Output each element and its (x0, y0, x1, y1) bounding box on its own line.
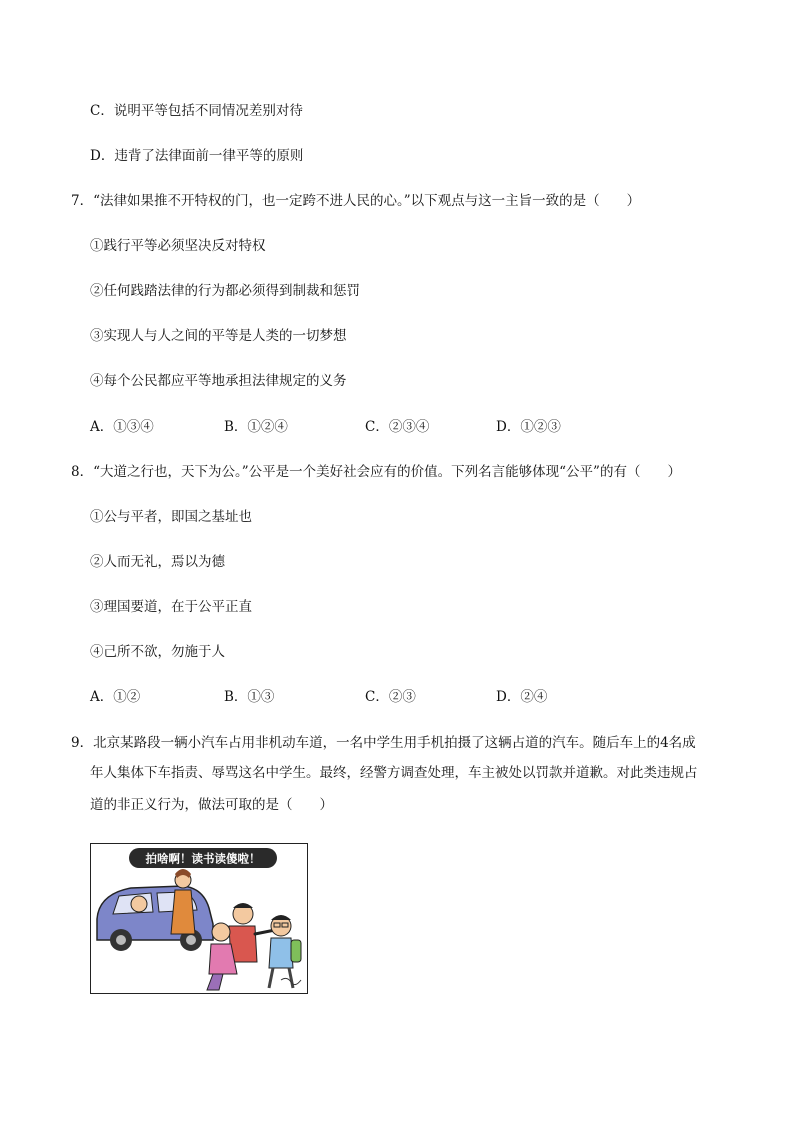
q6-option-c: C．说明平等包括不同情况差别对待 (90, 103, 303, 119)
student-shirt (269, 938, 293, 968)
woman2-head (212, 923, 230, 941)
q7-choice-d[interactable]: D．①②③ (496, 419, 561, 435)
q8-item-4: ④己所不欲，勿施于人 (90, 644, 225, 660)
q9-stem-line-3: 道的非正义行为，做法可取的是（ ） (90, 797, 333, 813)
student-backpack (291, 940, 301, 962)
woman-dress (171, 890, 195, 934)
cartoon-caption: 拍啥啊！读书读傻啦！ (145, 851, 261, 866)
q8-choice-c[interactable]: C．②③ (365, 689, 416, 705)
q7-choice-a[interactable]: A．①③④ (90, 419, 154, 435)
q7-choice-c[interactable]: C．②③④ (365, 419, 430, 435)
q8-item-2: ②人而无礼，焉以为德 (90, 554, 225, 570)
q8-item-1: ①公与平者，即国之基址也 (90, 509, 252, 525)
q8-choice-d[interactable]: D．②④ (496, 689, 548, 705)
q7-item-4: ④每个公民都应平等地承担法律规定的义务 (90, 373, 347, 389)
q8-item-3: ③理国要道，在于公平正直 (90, 599, 252, 615)
q7-stem: 7．“法律如果推不开特权的门，也一定跨不进人民的心。”以下观点与这一主旨一致的是（ ） (71, 193, 641, 209)
q7-item-2: ②任何践踏法律的行为都必须得到制裁和惩罚 (90, 283, 360, 299)
q8-choice-b[interactable]: B．①③ (224, 689, 275, 705)
q8-choice-a[interactable]: A．①② (90, 689, 141, 705)
q7-choice-b[interactable]: B．①②④ (224, 419, 288, 435)
cartoon-drawing (91, 844, 306, 992)
q7-item-1: ①践行平等必须坚决反对特权 (90, 238, 266, 254)
q9-stem-line-2: 年人集体下车指责、辱骂这名中学生。最终，经警方调查处理，车主被处以罚款并道歉。对此类违规占 (90, 765, 698, 781)
q9-stem-line-1: 9．北京某路段一辆小汽车占用非机动车道，一名中学生用手机拍摄了这辆占道的汽车。随后车上的4名成 (71, 735, 696, 751)
cartoon-illustration (90, 843, 308, 994)
driver-head (131, 896, 147, 912)
q6-option-d: D．违背了法律面前一律平等的原则 (90, 148, 304, 164)
q7-item-3: ③实现人与人之间的平等是人类的一切梦想 (90, 328, 347, 344)
q8-stem: 8．“大道之行也，天下为公。”公平是一个美好社会应有的价值。下列名言能够体现“公平”的有（ ） (71, 464, 681, 480)
